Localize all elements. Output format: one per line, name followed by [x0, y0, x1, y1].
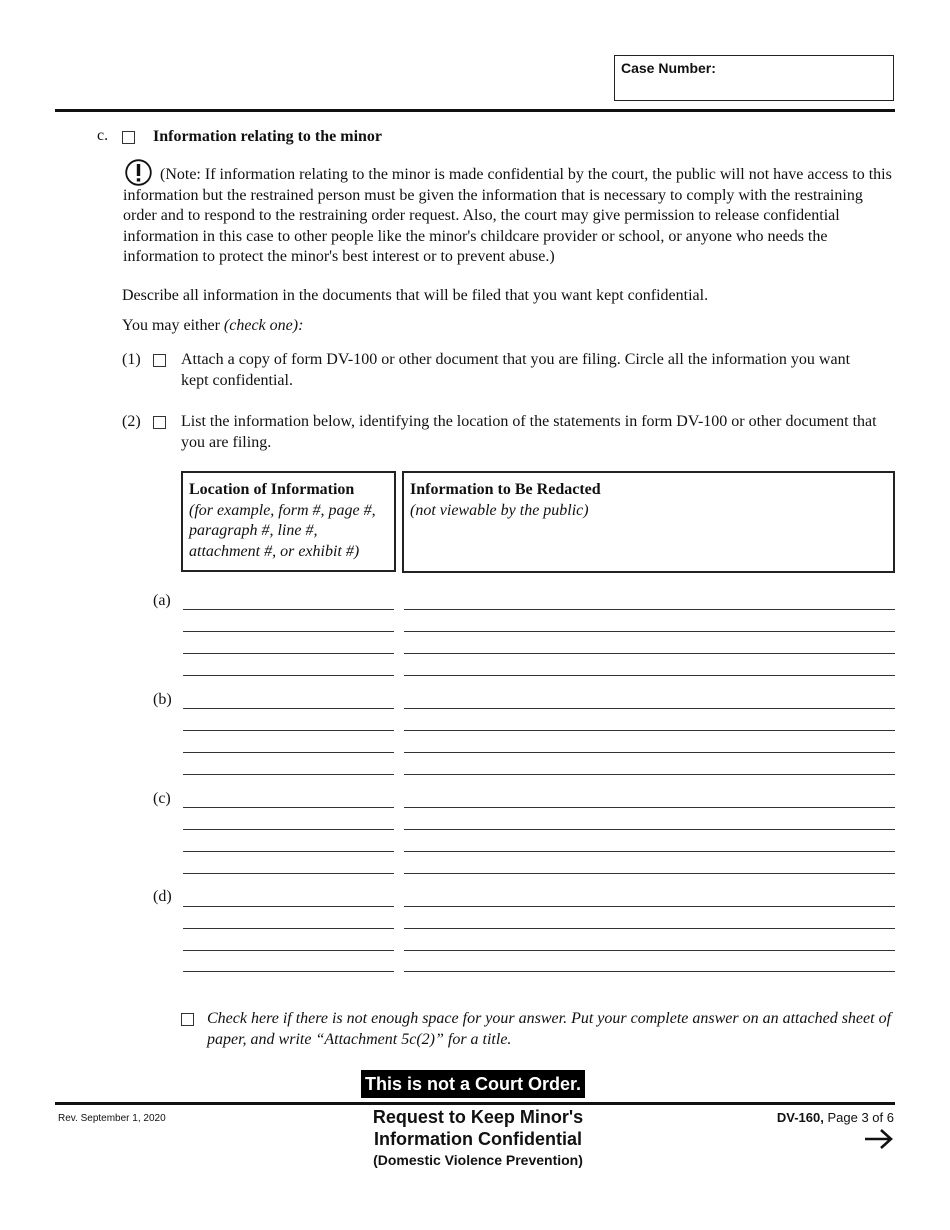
redacted-header-title: Information to Be Redacted	[410, 481, 601, 498]
section-letter: c.	[97, 127, 109, 144]
redacted-line[interactable]	[404, 774, 895, 775]
redacted-line[interactable]	[404, 851, 895, 852]
form-title-line-2: Information Confidential	[374, 1129, 582, 1149]
redacted-line[interactable]	[404, 752, 895, 753]
top-divider	[55, 109, 895, 112]
location-column-header	[181, 471, 396, 572]
location-line[interactable]	[183, 851, 394, 852]
redacted-line[interactable]	[404, 873, 895, 874]
redacted-line[interactable]	[404, 829, 895, 830]
redacted-line[interactable]	[404, 971, 895, 972]
location-line[interactable]	[183, 730, 394, 731]
location-line[interactable]	[183, 807, 394, 808]
redacted-line[interactable]	[404, 708, 895, 709]
location-line[interactable]	[183, 829, 394, 830]
redacted-line[interactable]	[404, 950, 895, 951]
redacted-line[interactable]	[404, 807, 895, 808]
location-line[interactable]	[183, 906, 394, 907]
location-line[interactable]	[183, 928, 394, 929]
redacted-line[interactable]	[404, 906, 895, 907]
form-id: DV-160,	[776, 1110, 824, 1125]
redacted-line[interactable]	[404, 730, 895, 731]
redacted-line[interactable]	[404, 675, 895, 676]
option-2-checkbox[interactable]	[153, 416, 166, 429]
location-line[interactable]	[183, 708, 394, 709]
redacted-line[interactable]	[404, 609, 895, 610]
not-court-order-banner: This is not a Court Order.	[361, 1070, 585, 1098]
option-1-text: Attach a copy of form DV-100 or other document that you are filing. Circle all the information you want kept confidential.	[181, 351, 851, 389]
redacted-line[interactable]	[404, 631, 895, 632]
check-one-hint: (check one):	[223, 317, 304, 334]
location-header-title: Location of Information	[189, 481, 355, 498]
section-title: Information relating to the minor	[153, 128, 383, 145]
location-line[interactable]	[183, 873, 394, 874]
option-1-checkbox[interactable]	[153, 354, 166, 367]
choice-instruction	[122, 316, 303, 337]
row-label-d: (d)	[153, 888, 172, 905]
redacted-column-header	[402, 471, 895, 573]
row-label-c: (c)	[153, 790, 171, 807]
confidentiality-note: (Note: If information relating to the minor is made confidential by the court, the public will not have access to this information but the restrained person must be given the information that is necessary to comply with the restraining order and to respond to the restraining order request. Also, the court may give permission to release confidential information in this case to other people like the minor's childcare provider or school, or anyone who needs the information to protect the minor's best interest or to prevent abuse.)	[123, 166, 892, 266]
redacted-line[interactable]	[404, 653, 895, 654]
option-2-text: List the information below, identifying the location of the statements in form DV-100 or other document that you are filing.	[181, 413, 877, 451]
case-number-box[interactable]	[614, 55, 894, 101]
location-line[interactable]	[183, 675, 394, 676]
choice-instruction-text: You may either	[122, 317, 224, 334]
location-line[interactable]	[183, 971, 394, 972]
form-title	[325, 1106, 631, 1150]
location-line[interactable]	[183, 752, 394, 753]
location-line[interactable]	[183, 950, 394, 951]
location-line[interactable]	[183, 653, 394, 654]
option-1-number: (1)	[122, 351, 141, 368]
describe-instruction: Describe all information in the documents that will be filed that you want kept confidential.	[122, 287, 709, 304]
attachment-checkbox[interactable]	[181, 1013, 194, 1026]
bottom-divider	[55, 1102, 895, 1105]
row-label-a: (a)	[153, 592, 171, 609]
revision-date: Rev. September 1, 2020	[58, 1113, 166, 1124]
row-label-b: (b)	[153, 691, 172, 708]
attachment-instruction: Check here if there is not enough space for your answer. Put your complete answer on an attached sheet of paper, and write “Attachment 5c(2)” for a title.	[207, 1010, 892, 1048]
redacted-header-hint: (not viewable by the public)	[410, 501, 589, 519]
location-line[interactable]	[183, 774, 394, 775]
next-page-arrow-icon	[863, 1128, 895, 1150]
location-line[interactable]	[183, 631, 394, 632]
option-2-number: (2)	[122, 413, 141, 430]
redacted-line[interactable]	[404, 928, 895, 929]
form-subtitle: (Domestic Violence Prevention)	[373, 1152, 583, 1168]
form-title-line-1: Request to Keep Minor's	[372, 1107, 584, 1127]
location-line[interactable]	[183, 609, 394, 610]
case-number-label: Case Number:	[621, 60, 716, 76]
location-header-hint: (for example, form #, page #, paragraph #, line #, attachment #, or exhibit #)	[189, 501, 376, 560]
form-page-info	[700, 1110, 894, 1125]
minor-info-checkbox[interactable]	[122, 131, 135, 144]
page-number: Page 3 of 6	[823, 1110, 894, 1125]
